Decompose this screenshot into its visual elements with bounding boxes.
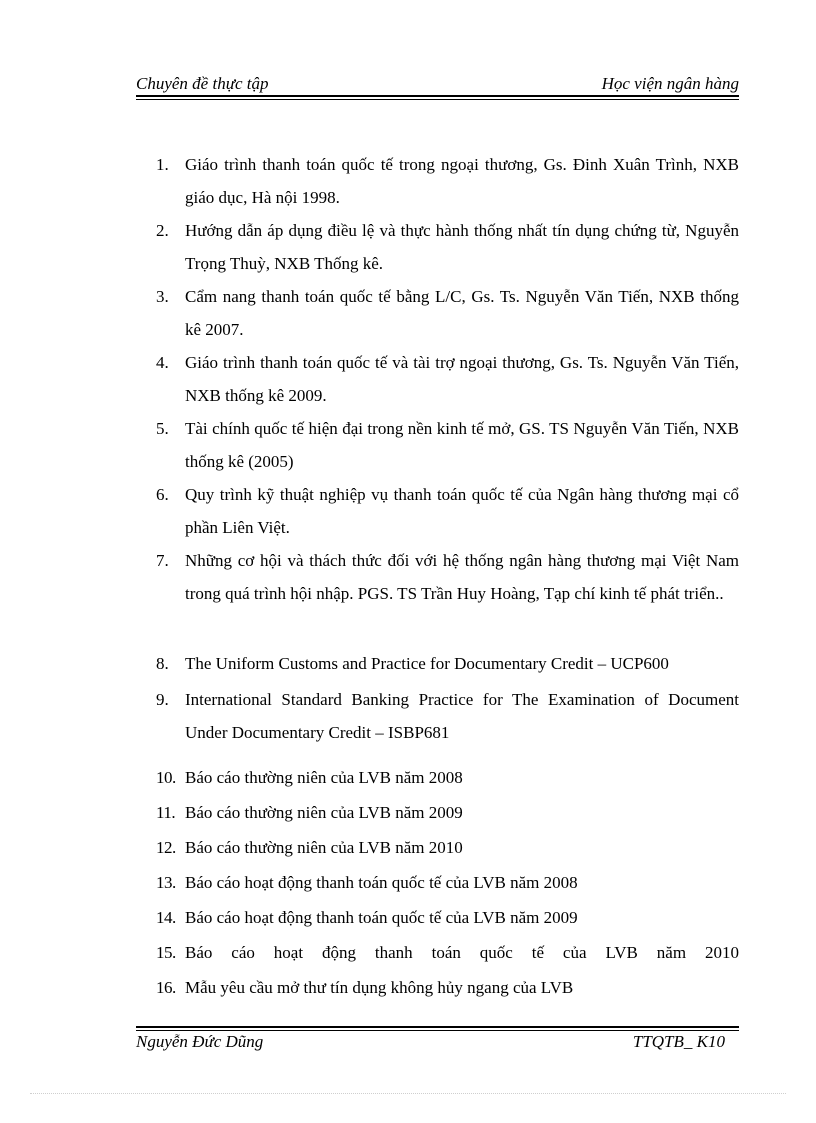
reference-text: Mẫu yêu cầu mở thư tín dụng không hủy ngang của LVB — [185, 978, 574, 997]
reference-text: Báo cáo thường niên của LVB năm 2008 — [185, 768, 463, 787]
reference-number: 5. — [156, 419, 169, 438]
reference-number: 6. — [156, 485, 169, 504]
reference-number: 2. — [156, 221, 169, 240]
reference-item — [156, 971, 739, 1006]
reference-item — [156, 280, 739, 346]
footer-class-code: TTQTB_ K10 — [632, 1032, 725, 1051]
reference-item — [156, 412, 739, 478]
reference-number: 13. — [156, 873, 176, 892]
reference-number: 4. — [156, 353, 169, 372]
reference-list — [156, 148, 739, 1006]
page-footer — [136, 1026, 739, 1056]
reference-item — [156, 866, 739, 901]
reference-text: Những cơ hội và thách thức đối với hệ thống ngân hàng thương mại Việt Nam trong quá trình hội nhập. PGS. TS Trần Huy Hoàng, Tạp chí kinh tế phát triển.. — [185, 551, 739, 603]
footer-author: Nguyễn Đức Dũng — [136, 1032, 264, 1051]
reference-item — [156, 478, 739, 544]
reference-number: 15. — [156, 943, 176, 962]
reference-item — [156, 901, 739, 936]
reference-text: Giáo trình thanh toán quốc tế và tài trợ ngoại thương, Gs. Ts. Nguyễn Văn Tiến, NXB thống kê 2009. — [185, 353, 739, 405]
reference-number: 11. — [156, 803, 176, 822]
reference-item — [156, 346, 739, 412]
reference-item — [156, 148, 739, 214]
reference-text: Báo cáo hoạt động thanh toán quốc tế của LVB năm 2010 — [185, 943, 739, 962]
footer-rule-thin — [136, 1030, 739, 1031]
footer-rule-thick — [136, 1026, 739, 1028]
page-bottom-dotted-line — [30, 1093, 786, 1094]
header-right-title: Học viện ngân hàng — [601, 74, 739, 93]
reference-text: Quy trình kỹ thuật nghiệp vụ thanh toán quốc tế của Ngân hàng thương mại cổ phần Liên Việt. — [185, 485, 739, 537]
reference-text: Tài chính quốc tế hiện đại trong nền kinh tế mở, GS. TS Nguyễn Văn Tiến, NXB thống kê (2005) — [185, 419, 739, 471]
reference-item — [156, 647, 739, 680]
reference-text: Cẩm nang thanh toán quốc tế bằng L/C, Gs. Ts. Nguyễn Văn Tiến, NXB thống kê 2007. — [185, 287, 739, 339]
reference-text: International Standard Banking Practice for The Examination of Document Under Documentary Credit – ISBP681 — [185, 690, 739, 742]
reference-text: Báo cáo hoạt động thanh toán quốc tế của LVB năm 2008 — [185, 873, 578, 892]
reference-number: 7. — [156, 551, 169, 570]
reference-text: Báo cáo hoạt động thanh toán quốc tế của LVB năm 2009 — [185, 908, 578, 927]
reference-number: 14. — [156, 908, 176, 927]
reference-item — [156, 761, 739, 796]
reference-item — [156, 214, 739, 280]
reference-number: 9. — [156, 690, 169, 709]
header-rule-thick — [136, 95, 739, 97]
reference-number: 3. — [156, 287, 169, 306]
reference-text: The Uniform Customs and Practice for Documentary Credit – UCP600 — [185, 654, 669, 673]
reference-text: Hướng dẫn áp dụng điều lệ và thực hành thống nhất tín dụng chứng từ, Nguyễn Trọng Thuỳ, NXB Thống kê. — [185, 221, 739, 273]
header-left-title: Chuyên đề thực tập — [136, 74, 269, 93]
reference-number: 12. — [156, 838, 176, 857]
reference-text: Giáo trình thanh toán quốc tế trong ngoại thương, Gs. Đinh Xuân Trình, NXB giáo dục, Hà nội 1998. — [185, 155, 739, 207]
reference-number: 1. — [156, 155, 169, 174]
reference-item — [156, 544, 739, 643]
page-header — [136, 70, 739, 100]
reference-item — [156, 831, 739, 866]
reference-text: Báo cáo thường niên của LVB năm 2009 — [185, 803, 463, 822]
reference-number: 10. — [156, 768, 176, 787]
reference-number: 16. — [156, 978, 176, 997]
reference-item — [156, 796, 739, 831]
reference-item — [156, 683, 739, 749]
reference-item — [156, 936, 739, 971]
reference-text: Báo cáo thường niên của LVB năm 2010 — [185, 838, 463, 857]
header-rule-thin — [136, 99, 739, 100]
reference-number: 8. — [156, 654, 169, 673]
